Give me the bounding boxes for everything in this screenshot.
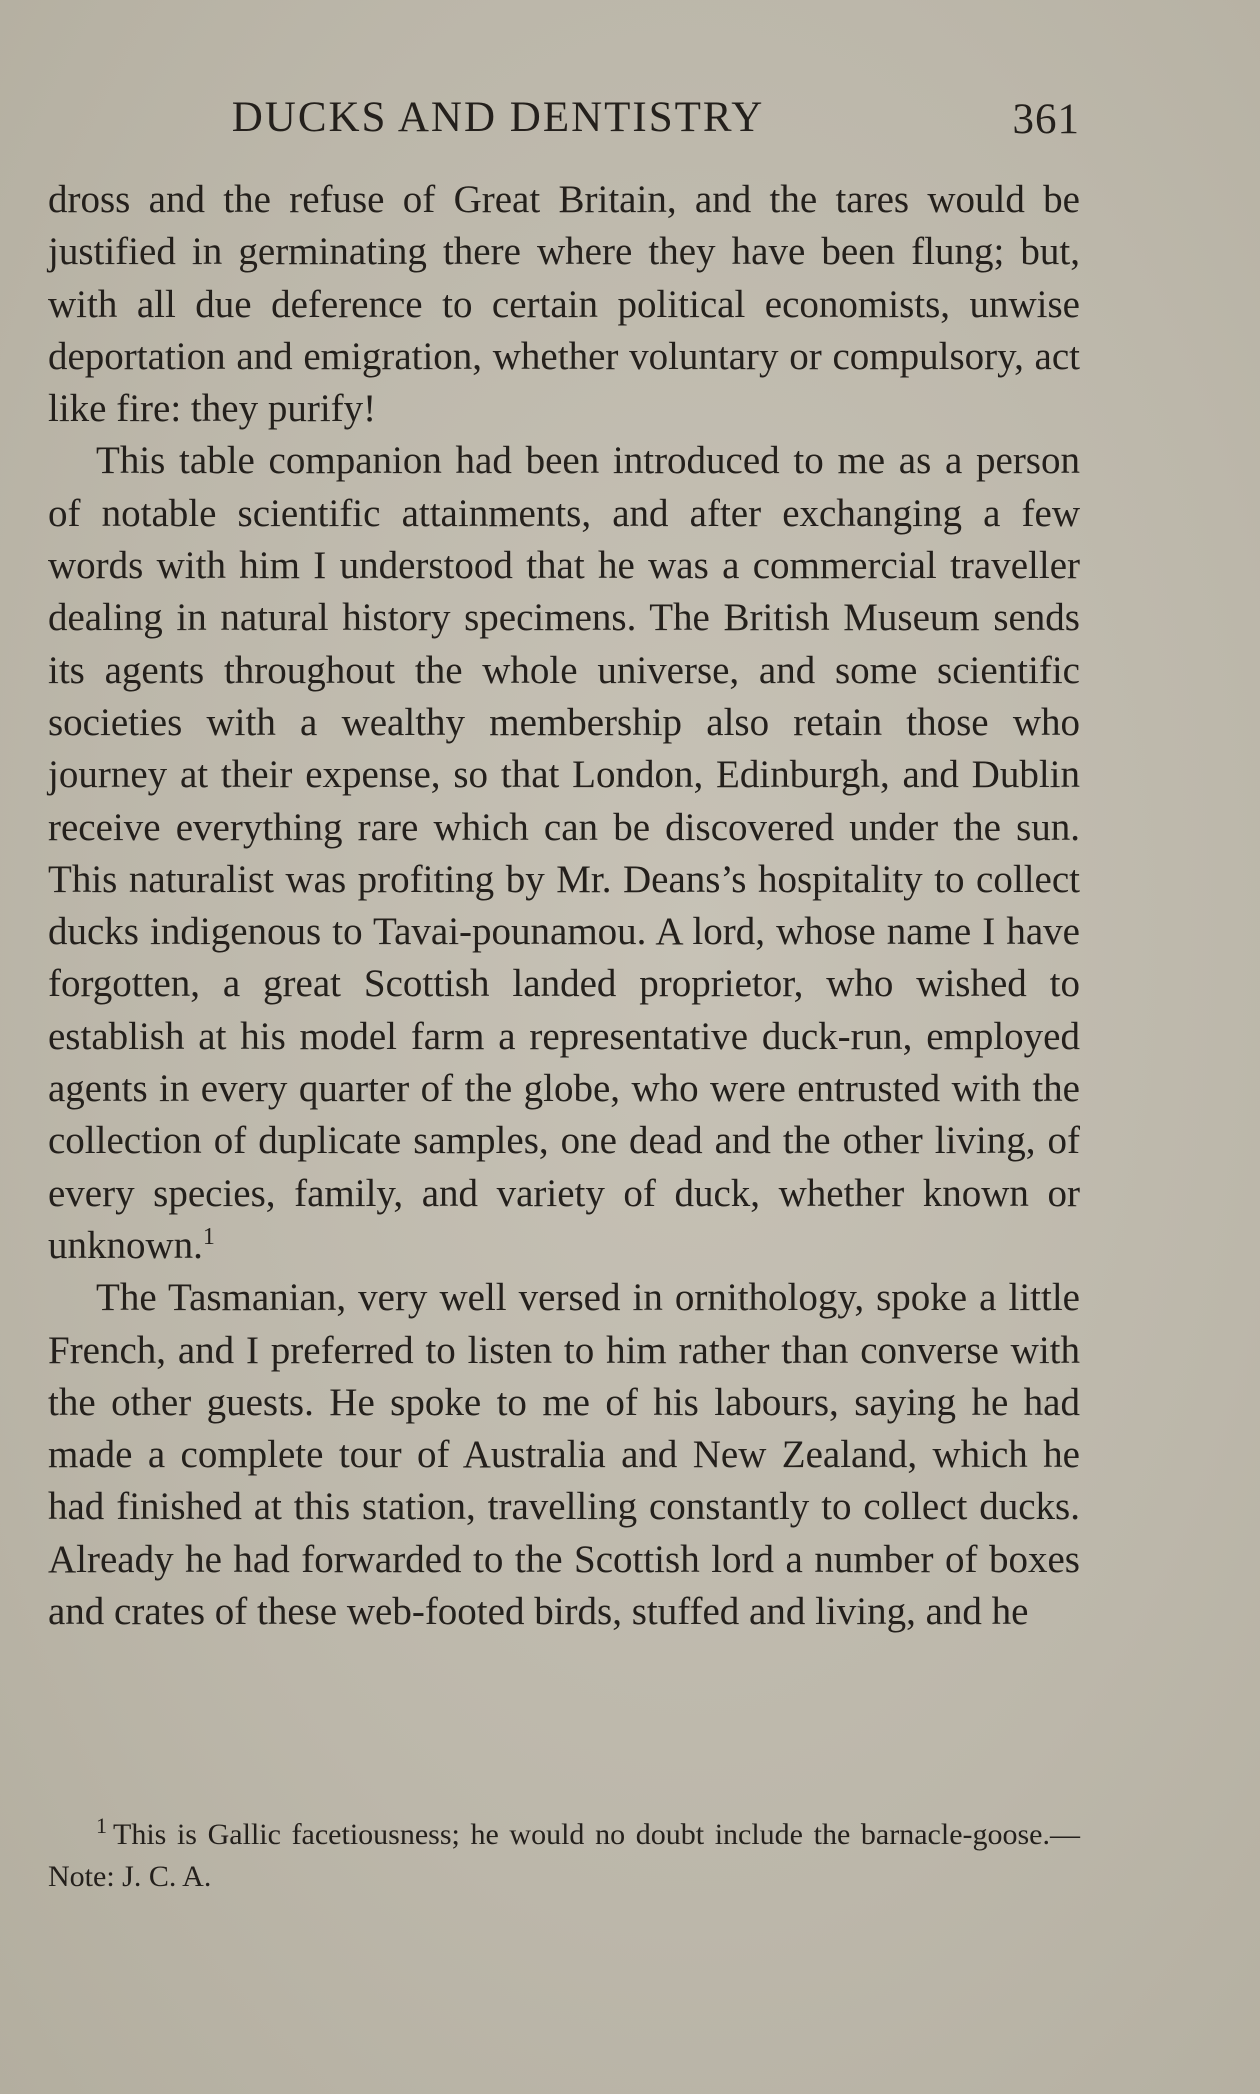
footnote-text: This is Gallic facetiousness; he would no doubt include the barnacle-goose.—Note: J. C. A. [48,1818,1080,1893]
footnote-reference: 1 [202,1223,215,1250]
page-number: 361 [1012,96,1080,143]
paragraph-2-text: This table companion had been introduced to me as a person of notable scientific attainments, and after exchanging a few words with him I understood that he was a commercial traveller dealing in natural history specimens. The British Museum sends its agents throughout the whole universe, and some scientific societies with a wealthy membership also retain those who journey at their expense, so that London, Edinburgh, and Dublin receive everything rare which can be discovered under the sun. This naturalist was profiting by Mr. Deans’s hospitality to collect ducks indigenous to Tavai-pounamou. A lord, whose name I have forgotten, a great Scottish landed proprietor, who wished to establish at his model farm a representative duck-run, employed agents in every quarter of the globe, who were entrusted with the collection of duplicate samples, one dead and the other living, of every species, family, and variety of duck, whether known or unknown. [48,439,1080,1267]
footnote [48,1814,1080,1898]
paragraph-3: The Tasmanian, very well versed in ornithology, spoke a little French, and I preferred to listen to him rather than converse with the other guests. He spoke to me of his labours, saying he had made a complete tour of Australia and New Zealand, which he had finished at this station, travelling constantly to collect ducks. Already he had forwarded to the Scottish lord a number of boxes and crates of these web-footed birds, stuffed and living, and he [48,1276,1080,1634]
paragraph-2 [48,435,1080,1272]
running-head-title: DUCKS AND DENTISTRY [231,94,765,141]
running-head [48,88,1080,148]
body-text [48,174,1080,1638]
footnote-marker: 1 [96,1813,107,1838]
paragraph-1: dross and the refuse of Great Britain, and the tares would be justified in germinating there where they have been flung; but, with all due deference to certain political economists, unwise deportation and emigration, whether voluntary or compulsory, act like fire: they purify! [48,178,1080,431]
